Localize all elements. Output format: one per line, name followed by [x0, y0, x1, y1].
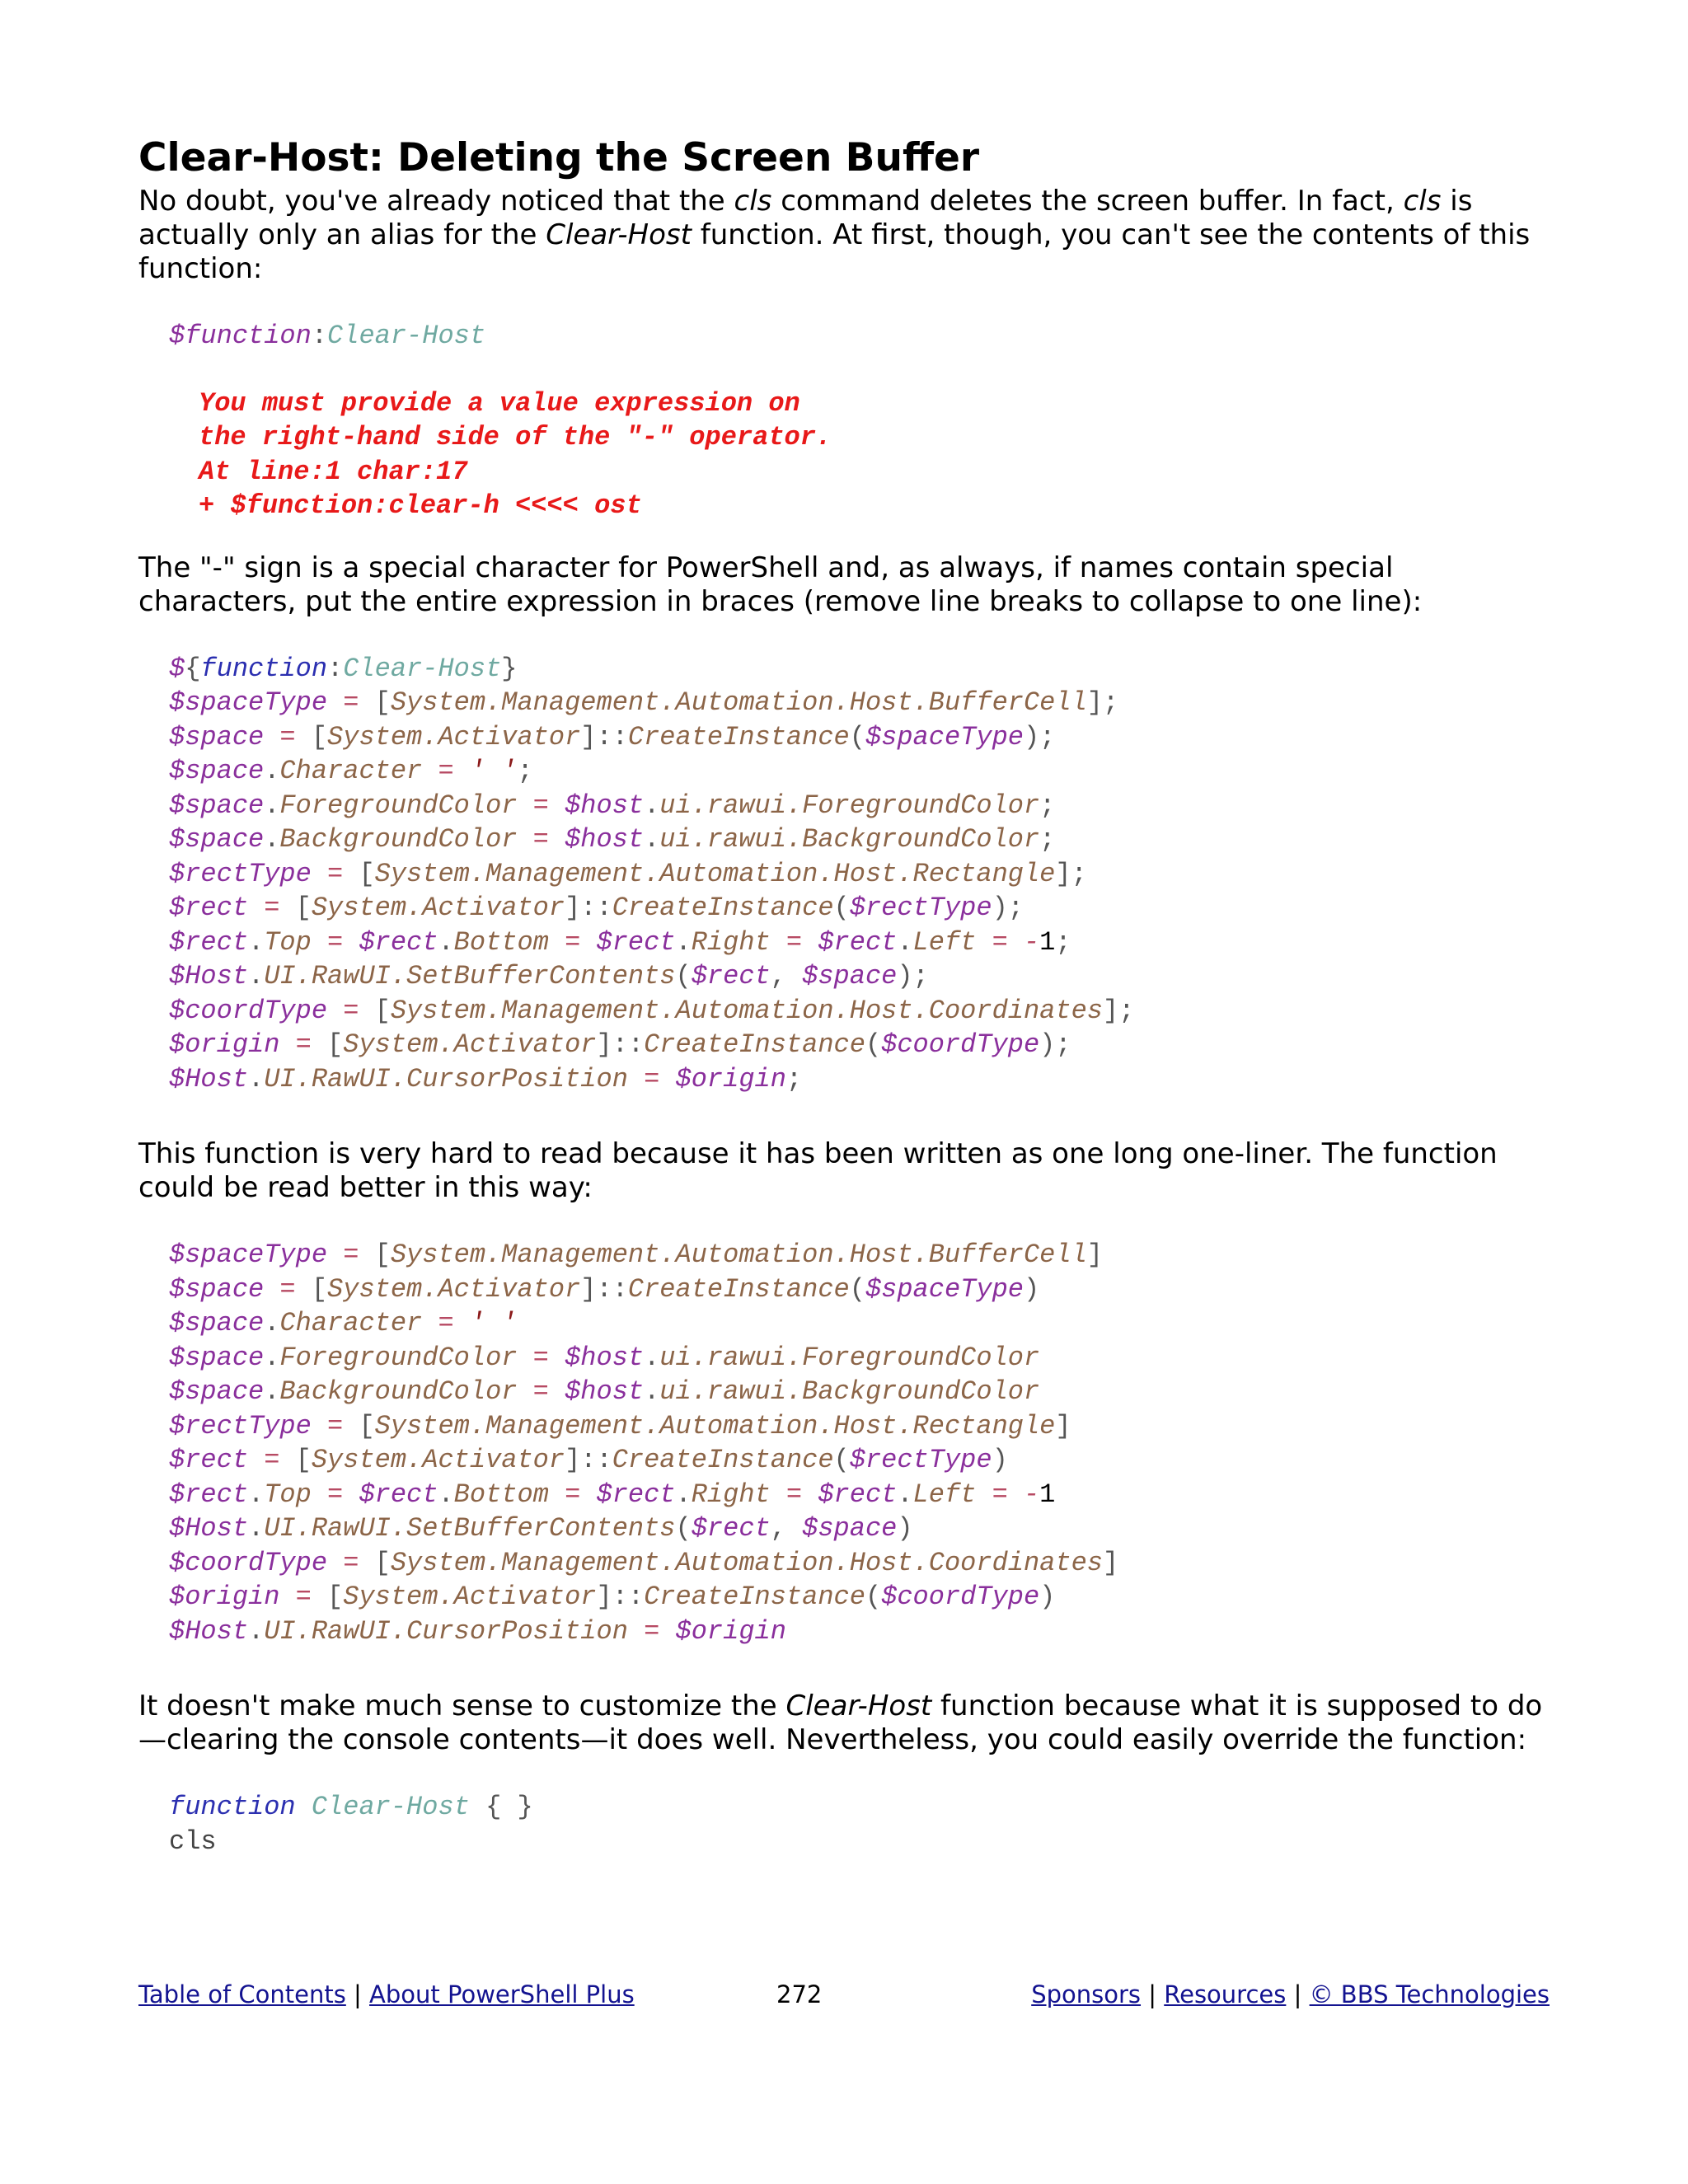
- code-line: $rect = [System.Activator]::CreateInstance($rectType);: [169, 893, 1024, 923]
- intro-text-2: command deletes the screen buffer. In fact,: [771, 185, 1404, 218]
- error-line: At line:1 char:17: [199, 456, 468, 487]
- override-text-1: It doesn't make much sense to customize the: [138, 1690, 786, 1722]
- code-token: function: [169, 1792, 296, 1822]
- code-line: $origin = [System.Activator]::CreateInstance($coordType): [169, 1582, 1056, 1612]
- intro-paragraph: [138, 185, 1550, 286]
- intro-cls-2: cls: [1403, 185, 1442, 218]
- error-output-block: [138, 387, 1550, 523]
- braces-paragraph: The "-" sign is a special character for PowerShell and, as always, if names contain special characters, put the entire expression in braces (remove line breaks to collapse to one line):: [138, 551, 1423, 618]
- page-footer: [138, 1976, 1550, 2013]
- code-line: ${function:Clear-Host}: [169, 653, 518, 684]
- code-line: $rect = [System.Activator]::CreateInstance($rectType): [169, 1445, 1008, 1475]
- code-line: [169, 1790, 1550, 1825]
- intro-clear-host: Clear-Host: [546, 218, 692, 251]
- code-line: $Host.UI.RawUI.SetBufferContents($rect, $space);: [169, 961, 929, 991]
- override-clear-host: Clear-Host: [785, 1690, 932, 1722]
- override-paragraph: [138, 1690, 1550, 1757]
- code-line: $space.ForegroundColor = $host.ui.rawui.ForegroundColor;: [169, 790, 1056, 821]
- code-line: $Host.UI.RawUI.SetBufferContents($rect, $space): [169, 1513, 913, 1544]
- code-block-override: [138, 1790, 1550, 1858]
- intro-text-4: function. At first, though, you can't see the contents of this function:: [138, 218, 1531, 285]
- code-line: $space.BackgroundColor = $host.ui.rawui.BackgroundColor;: [169, 824, 1056, 855]
- about-powershell-plus-link[interactable]: About PowerShell Plus: [369, 1980, 635, 2008]
- code-line: $rect.Top = $rect.Bottom = $rect.Right = $rect.Left = -1;: [169, 926, 1071, 958]
- readability-paragraph: This function is very hard to read because it has been written as one long one-liner. The function could be read better in this way:: [138, 1137, 1498, 1204]
- code-line: $coordType = [System.Management.Automation.Host.Coordinates]: [169, 1547, 1119, 1578]
- code-line: $space.Character = ' ';: [169, 756, 533, 786]
- error-line: the right-hand side of the "-" operator.: [199, 422, 832, 452]
- code-line: $spaceType = [System.Management.Automation.Host.BufferCell]: [169, 1240, 1103, 1270]
- intro-text-1: No doubt, you've already noticed that the: [138, 185, 734, 218]
- code-line: $origin = [System.Activator]::CreateInstance($coordType);: [169, 1029, 1071, 1060]
- code-token: $function: [169, 321, 312, 351]
- code-token: cls: [169, 1825, 217, 1857]
- footer-right-links: [1031, 1976, 1550, 2013]
- code-token: { }: [485, 1792, 533, 1822]
- code-line: $Host.UI.RawUI.CursorPosition = $origin;: [169, 1063, 803, 1094]
- code-line: $Host.UI.RawUI.CursorPosition = $origin: [169, 1615, 786, 1647]
- intro-text-3: is actually only an alias for the: [138, 185, 1473, 251]
- sponsors-link[interactable]: Sponsors: [1031, 1980, 1142, 2008]
- page-number: 272: [776, 1980, 823, 2008]
- code-block-multiline: [138, 1238, 1550, 1648]
- code-line: $space.Character = ' ': [169, 1308, 518, 1338]
- table-of-contents-link[interactable]: Table of Contents: [138, 1980, 346, 2008]
- footer-separator: |: [1141, 1980, 1165, 2008]
- code-line: $spaceType = [System.Management.Automation.Host.BufferCell];: [169, 687, 1119, 718]
- code-token: Clear-Host: [327, 321, 486, 351]
- document-page: [138, 132, 1550, 1858]
- code-line: $space.ForegroundColor = $host.ui.rawui.ForegroundColor: [169, 1342, 1040, 1373]
- error-line: You must provide a value expression on: [199, 387, 800, 419]
- code-line: $space.BackgroundColor = $host.ui.rawui.BackgroundColor: [169, 1376, 1040, 1407]
- error-line: + $function:clear-h <<<< ost: [199, 490, 642, 521]
- code-block-one-liner: [138, 652, 1550, 1097]
- resources-link[interactable]: Resources: [1164, 1980, 1287, 2008]
- intro-cls-1: cls: [734, 185, 772, 218]
- code-line: $coordType = [System.Management.Automation.Host.Coordinates];: [169, 995, 1135, 1026]
- code-line: $space = [System.Activator]::CreateInstance($spaceType);: [169, 721, 1056, 752]
- code-line: $rectType = [System.Management.Automation.Host.Rectangle];: [169, 858, 1087, 889]
- section-heading: Clear-Host: Deleting the Screen Buffer: [138, 135, 980, 180]
- bbs-technologies-link[interactable]: © BBS Technologies: [1309, 1980, 1550, 2008]
- override-text-2: function because what it is supposed to do—clearing the console contents—it does well. Nevertheless, you could easily override the function:: [138, 1690, 1543, 1756]
- code-line: $rect.Top = $rect.Bottom = $rect.Right = $rect.Left = -1: [169, 1479, 1056, 1510]
- code-token: :: [311, 321, 328, 351]
- code-line: $rectType = [System.Management.Automation.Host.Rectangle]: [169, 1410, 1071, 1441]
- footer-separator: |: [1286, 1980, 1310, 2008]
- code-token: Clear-Host: [311, 1792, 470, 1822]
- code-block-function-access: [138, 319, 1550, 354]
- footer-separator: |: [345, 1980, 370, 2008]
- code-line: $space = [System.Activator]::CreateInstance($spaceType): [169, 1273, 1040, 1305]
- footer-left-links: [138, 1976, 635, 2013]
- code-line: [169, 1825, 1550, 1859]
